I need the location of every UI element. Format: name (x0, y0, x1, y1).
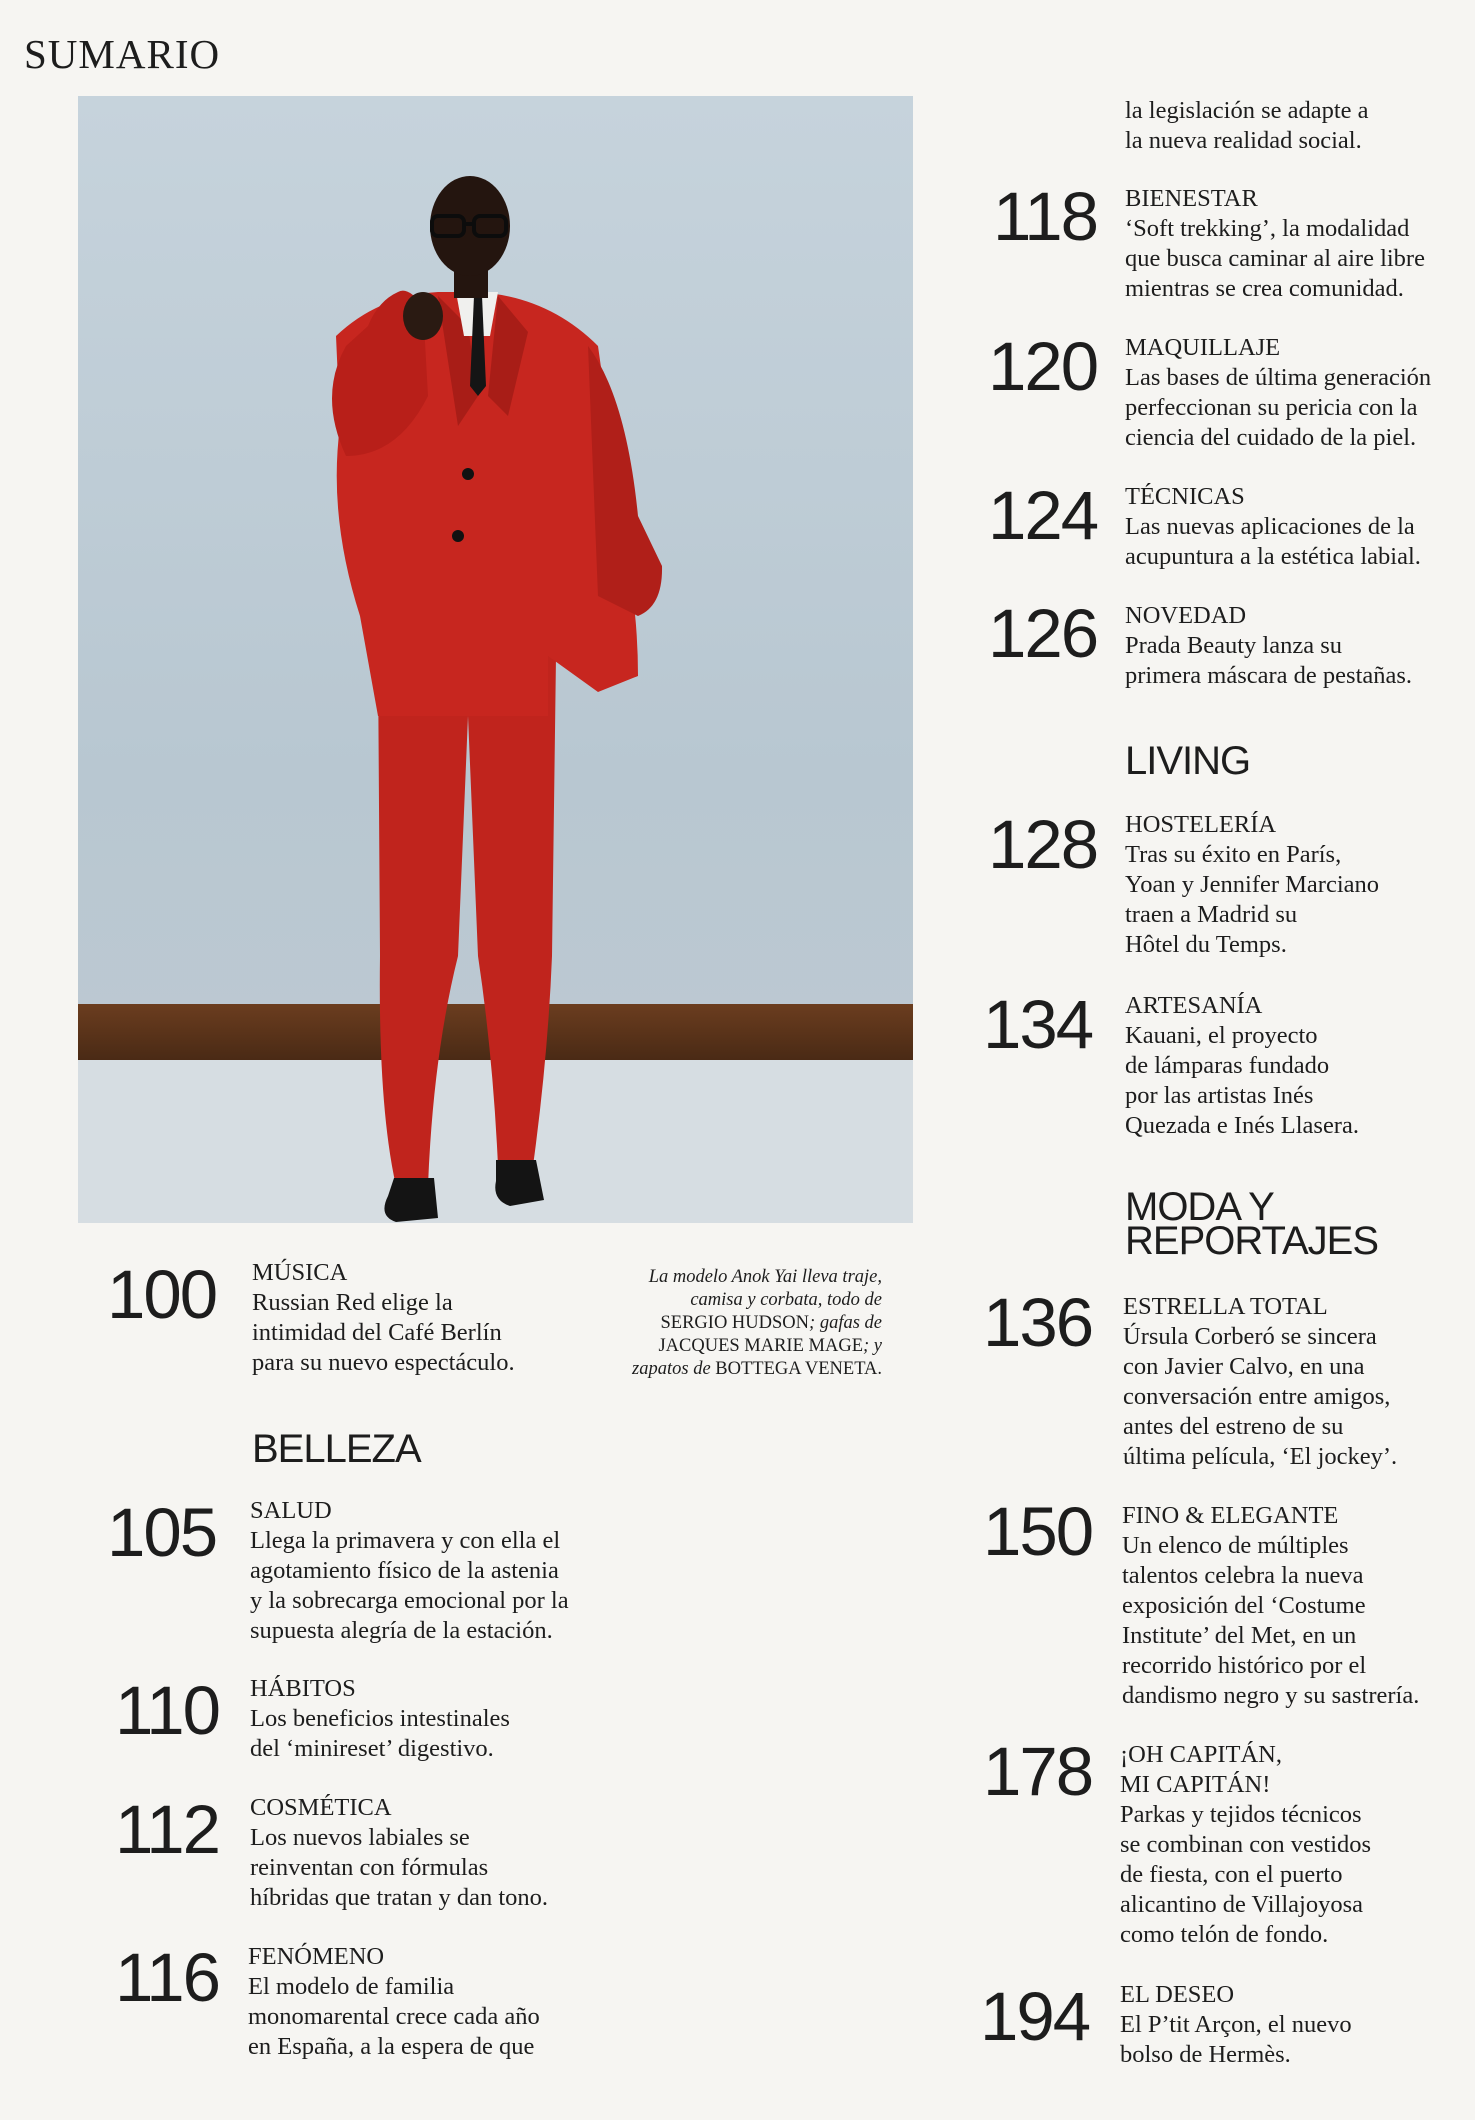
entry-title: COSMÉTICA (250, 1794, 392, 1821)
continuation-text: la legislación se adapte a la nueva realidad social. (1125, 97, 1369, 154)
cover-photo (78, 96, 913, 1223)
entry-description: Russian Red elige la intimidad del Café Berlín para su nuevo espectáculo. (252, 1289, 515, 1376)
model-figure-illustration (78, 96, 913, 1223)
page-number: 116 (115, 1939, 220, 2016)
entry-title: MAQUILLAJE (1125, 334, 1281, 361)
caption-text: . (877, 1359, 882, 1379)
entry-description: Prada Beauty lanza su primera máscara de pestañas. (1125, 632, 1413, 689)
entry-title: ESTRELLA TOTAL (1123, 1293, 1328, 1320)
caption-brand: BOTTEGA VENETA (715, 1359, 878, 1379)
page-number: 105 (107, 1494, 217, 1571)
entry-title: BIENESTAR (1125, 185, 1258, 212)
page-number: 112 (115, 1791, 220, 1868)
entry-title: HÁBITOS (250, 1675, 356, 1702)
entry-description: Úrsula Corberó se sincera con Javier Calvo, en una conversación entre amigos, antes del estreno de su última película, ‘El jockey’. (1123, 1323, 1398, 1470)
entry-title: HOSTELERÍA (1125, 811, 1277, 838)
page-number: 118 (993, 178, 1098, 255)
page-number: 194 (980, 1978, 1090, 2055)
page-number: 134 (983, 986, 1093, 1063)
page-number: 124 (988, 477, 1098, 554)
caption-text: La modelo Anok Yai lleva traje, camisa y corbata, todo de (648, 1267, 882, 1310)
entry-title: TÉCNICAS (1125, 483, 1245, 510)
page-number: 110 (115, 1672, 220, 1749)
page-number: 100 (107, 1256, 217, 1333)
page-number: 128 (988, 806, 1098, 883)
page-number: 136 (983, 1284, 1093, 1361)
page-header: SUMARIO (24, 31, 221, 77)
photo-caption (620, 1266, 882, 1381)
entry-title: MÚSICA (252, 1259, 348, 1286)
entry-title: NOVEDAD (1125, 602, 1247, 629)
entry-description: El P’tit Arçon, el nuevo bolso de Hermès. (1120, 2011, 1352, 2068)
entry-title: FENÓMENO (248, 1943, 385, 1970)
caption-brand: SERGIO HUDSON (660, 1313, 810, 1333)
page-number: 178 (983, 1733, 1093, 1810)
entry-title: FINO & ELEGANTE (1122, 1502, 1339, 1529)
section-moda-reportajes: MODA Y REPORTAJES (1125, 1185, 1379, 1263)
entry-description: Parkas y tejidos técnicos se combinan con vestidos de fiesta, con el puerto alicantino de Villajoyosa como telón de fondo. (1120, 1801, 1372, 1948)
entry-title: EL DESEO (1120, 1981, 1235, 2008)
entry-title: ¡OH CAPITÁN, MI CAPITÁN! (1120, 1741, 1282, 1798)
entry-description: Llega la primavera y con ella el agotamiento físico de la astenia y la sobrecarga emocional por la supuesta alegría de la estación. (250, 1527, 569, 1644)
page-number: 126 (988, 595, 1098, 672)
section-living: LIVING (1125, 739, 1251, 783)
page-number: 150 (983, 1493, 1093, 1570)
entry-title: SALUD (250, 1497, 332, 1524)
page-number: 120 (988, 328, 1098, 405)
entry-description: Los nuevos labiales se reinventan con fórmulas híbridas que tratan y dan tono. (250, 1824, 549, 1911)
entry-description: Las nuevas aplicaciones de la acupuntura a la estética labial. (1125, 513, 1421, 570)
caption-text: ; y zapatos de (632, 1336, 882, 1379)
entry-description: ‘Soft trekking’, la modalidad que busca caminar al aire libre mientras se crea comunidad. (1125, 215, 1425, 302)
entry-description: Las bases de última generación perfeccionan su pericia con la ciencia del cuidado de la piel. (1125, 364, 1432, 451)
entry-description: Kauani, el proyecto de lámparas fundado por las artistas Inés Quezada e Inés Llasera. (1125, 1022, 1359, 1139)
entry-description: Tras su éxito en París, Yoan y Jennifer Marciano traen a Madrid su Hôtel du Temps. (1125, 841, 1380, 958)
entry-title: ARTESANÍA (1125, 992, 1263, 1019)
caption-brand: JACQUES MARIE MAGE (658, 1336, 863, 1356)
entry-description: Los beneficios intestinales del ‘minireset’ digestivo. (250, 1705, 510, 1762)
caption-text: ; gafas de (809, 1313, 882, 1333)
section-belleza: BELLEZA (252, 1427, 421, 1471)
entry-description: Un elenco de múltiples talentos celebra la nueva exposición del ‘Costume Institute’ del Met, en un recorrido histórico por el dandismo negro y su sastrería. (1122, 1532, 1420, 1709)
entry-description: El modelo de familia monomarental crece cada año en España, a la espera de que (248, 1973, 540, 2060)
